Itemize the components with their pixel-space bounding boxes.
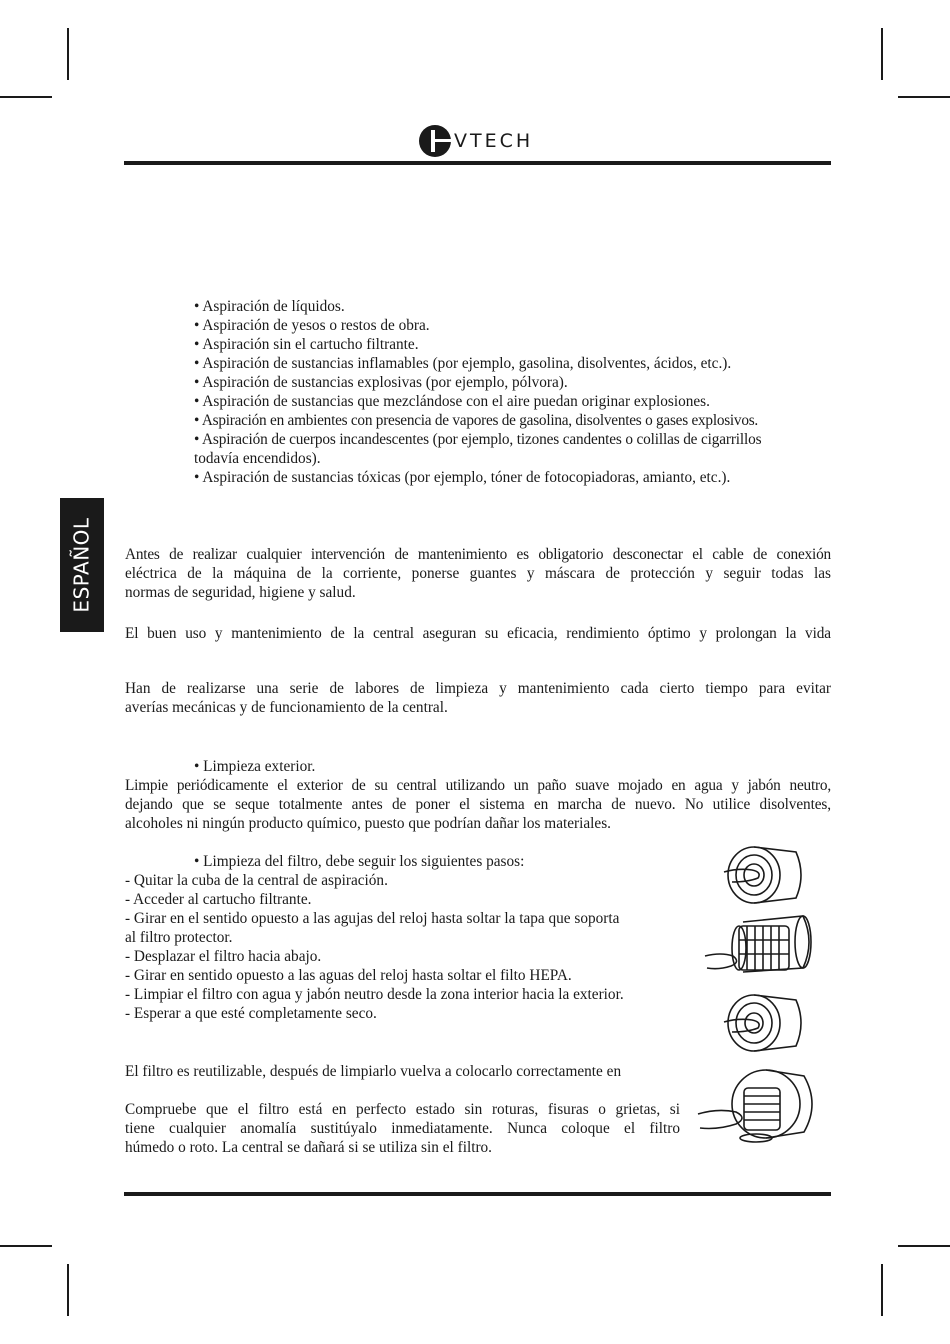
paragraph-line: húmedo o roto. La central se dañará si se utiliza sin el filtro. xyxy=(125,1139,493,1156)
list-item: • Aspiración de yesos o restos de obra. xyxy=(194,317,430,334)
brand-logo xyxy=(418,124,533,158)
list-item: • Aspiración sin el cartucho filtrante. xyxy=(194,336,419,353)
paragraph-line: Han de realizarse una serie de labores de limpieza y mantenimiento cada cierto tiempo para evitar xyxy=(125,680,831,697)
paragraph-line: Antes de realizar cualquier intervención de mantenimiento es obligatorio desconectar el cable de conexión xyxy=(125,546,831,563)
step-line: - Girar en el sentido opuesto a las agujas del reloj hasta soltar la tapa que soporta xyxy=(125,910,620,927)
step-line: - Quitar la cuba de la central de aspiración. xyxy=(125,872,388,889)
crop-mark xyxy=(67,1264,69,1316)
footer-rule xyxy=(124,1192,831,1196)
step-line: - Desplazar el filtro hacia abajo. xyxy=(125,948,322,965)
crop-mark xyxy=(881,1264,883,1316)
filter-illustration xyxy=(703,912,815,982)
list-item: • Aspiración de sustancias que mezclándose con el aire puedan originar explosiones. xyxy=(194,393,710,410)
paragraph-line: normas de seguridad, higiene y salud. xyxy=(125,584,356,601)
filter-illustration xyxy=(696,1068,820,1148)
crop-mark xyxy=(0,1245,52,1247)
paragraph-line: alcoholes ni ningún producto químico, puesto que podrían dañar los materiales. xyxy=(125,815,611,832)
list-item: • Aspiración de sustancias inflamables (por ejemplo, gasolina, disolventes, ácidos, etc.). xyxy=(194,355,732,372)
step-line: - Limpiar el filtro con agua y jabón neutro desde la zona interior hacia la exterior. xyxy=(125,986,624,1003)
crop-mark xyxy=(881,28,883,80)
list-item: todavía encendidos). xyxy=(194,450,321,467)
section-heading: • Limpieza exterior. xyxy=(194,758,316,775)
language-tab-label: ESPAÑOL xyxy=(70,517,95,613)
paragraph-line: Compruebe que el filtro está en perfecto estado sin roturas, fisuras o grietas, si xyxy=(125,1101,680,1118)
paragraph-line: Limpie periódicamente el exterior de su central utilizando un paño suave mojado en agua y jabón neutro, xyxy=(125,777,831,794)
paragraph-line: tiene cualquier anomalía sustitúyalo inmediatamente. Nunca coloque el filtro xyxy=(125,1120,680,1137)
step-line: - Acceder al cartucho filtrante. xyxy=(125,891,312,908)
list-item: • Aspiración de sustancias explosivas (por ejemplo, pólvora). xyxy=(194,374,568,391)
step-line: - Girar en sentido opuesto a las aguas del reloj hasta soltar el filto HEPA. xyxy=(125,967,572,984)
step-line: al filtro protector. xyxy=(125,929,233,946)
paragraph-line: eléctrica de la máquina de la corriente, ponerse guantes y máscara de protección y seguir todas las xyxy=(125,565,831,582)
crop-mark xyxy=(0,96,52,98)
list-item: • Aspiración de sustancias tóxicas (por ejemplo, tóner de fotocopiadoras, amianto, etc.). xyxy=(194,469,731,486)
filter-illustration xyxy=(718,840,808,910)
filter-illustration xyxy=(718,988,808,1058)
paragraph-line: El buen uso y mantenimiento de la central aseguran su eficacia, rendimiento óptimo y prolongan la vida xyxy=(125,625,831,642)
crop-mark xyxy=(898,1245,950,1247)
list-item: • Aspiración de líquidos. xyxy=(194,298,345,315)
crop-mark xyxy=(898,96,950,98)
list-item: • Aspiración en ambientes con presencia de vapores de gasolina, disolventes o gases explosivos. xyxy=(194,412,759,429)
paragraph-line: averías mecánicas y de funcionamiento de la central. xyxy=(125,699,448,716)
list-item: • Aspiración de cuerpos incandescentes (por ejemplo, tizones candentes o colillas de cigarrillos xyxy=(194,431,762,448)
step-line: - Esperar a que esté completamente seco. xyxy=(125,1005,377,1022)
paragraph-line: dejando que se seque totalmente antes de poner el sistema en marcha de nuevo. No utilice disolventes, xyxy=(125,796,831,813)
section-heading: • Limpieza del filtro, debe seguir los siguientes pasos: xyxy=(194,853,525,870)
paragraph-line: El filtro es reutilizable, después de limpiarlo vuelva a colocarlo correctamente en xyxy=(125,1063,622,1080)
language-tab xyxy=(60,498,104,632)
crop-mark xyxy=(67,28,69,80)
header-rule xyxy=(124,161,831,165)
logo-text: VTECH xyxy=(454,130,534,152)
logo-icon xyxy=(418,124,452,158)
